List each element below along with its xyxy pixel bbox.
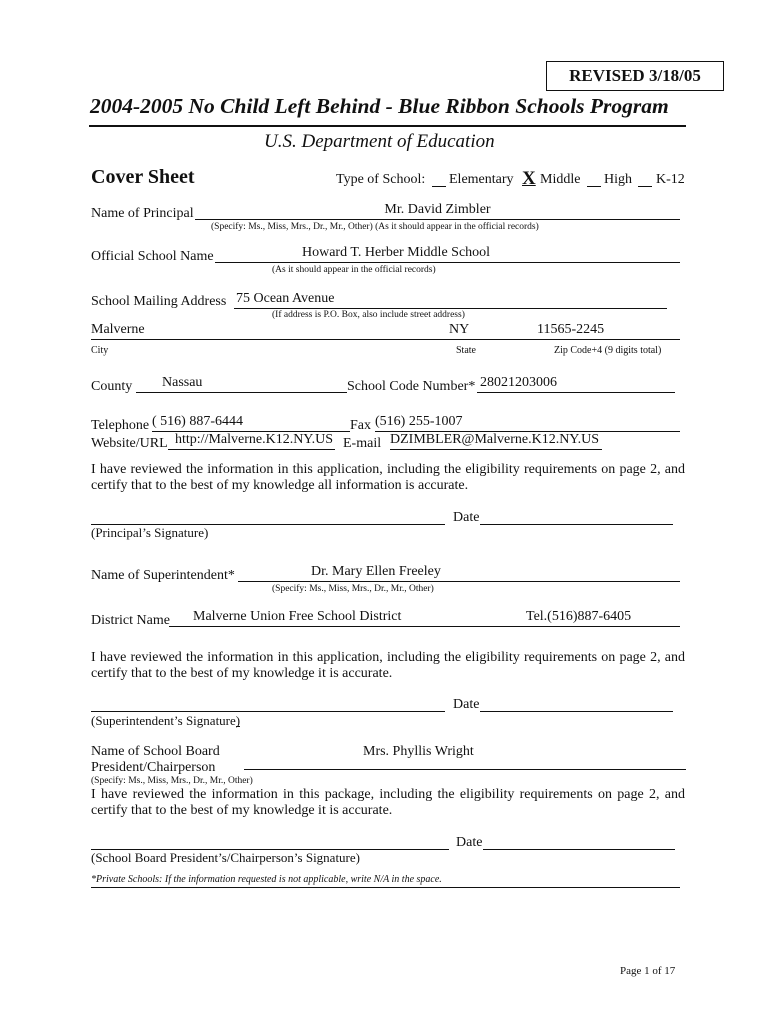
school-name-field[interactable] [215, 245, 680, 263]
address-note: (If address is P.O. Box, also include street address) [272, 310, 465, 320]
district-label: District Name [91, 613, 170, 628]
footnote-rule [91, 887, 680, 888]
district-field[interactable] [169, 609, 680, 627]
cover-sheet-heading: Cover Sheet [91, 166, 195, 188]
high-blank[interactable] [587, 186, 601, 187]
state-label: State [456, 345, 476, 356]
middle-option: Middle [540, 172, 581, 187]
principal-date-label: Date [453, 510, 480, 525]
board-date-line[interactable] [483, 849, 675, 850]
page-number: Page 1 of 17 [620, 965, 676, 977]
principal-signature-label: (Principal’s Signature) [91, 525, 209, 540]
principal-field[interactable] [195, 202, 680, 220]
school-name-value: Howard T. Herber Middle School [302, 245, 491, 260]
superintendent-note: (Specify: Ms., Miss, Mrs., Dr., Mr., Other) [272, 584, 434, 594]
address-field[interactable] [234, 291, 667, 309]
department: U.S. Department of Education [264, 131, 495, 152]
superintendent-date-label: Date [453, 697, 480, 712]
school-name-label: Official School Name [91, 249, 214, 264]
address-label: School Mailing Address [91, 294, 227, 309]
k12-option: K-12 [656, 172, 685, 187]
superintendent-certification: I have reviewed the information in this application, including the eligibility requirements on page 2, and certify that to the best of my knowledge it is accurate. [91, 650, 685, 681]
revised-label: REVISED 3/18/05 [569, 66, 701, 85]
email-label: E-mail [343, 436, 382, 451]
county-field[interactable] [136, 375, 347, 393]
address-value: 75 Ocean Avenue [236, 291, 335, 306]
zip-label: Zip Code+4 (9 digits total) [554, 345, 662, 356]
title-rule [89, 125, 686, 127]
school-name-note: (As it should appear in the official records) [272, 265, 436, 275]
district-value: Malverne Union Free School District [193, 609, 402, 624]
principal-certification: I have reviewed the information in this application, including the eligibility requirements on page 2, and certify that to the best of my knowledge all information is accurate. [91, 462, 685, 493]
elementary-blank[interactable] [432, 186, 446, 187]
board-date-label: Date [456, 835, 483, 850]
board-field-line[interactable] [244, 769, 686, 770]
board-label-line2: President/Chairperson [91, 760, 216, 775]
principal-date-line[interactable] [480, 524, 673, 525]
middle-check-mark[interactable]: X [522, 168, 536, 189]
county-value: Nassau [162, 375, 203, 390]
board-note: (Specify: Ms., Miss, Mrs., Dr., Mr., Other) [91, 776, 253, 786]
telephone-value: ( 516) 887-6444 [152, 414, 243, 429]
superintendent-label: Name of Superintendent* [91, 568, 235, 583]
high-option: High [604, 172, 632, 187]
zip-value: 11565-2245 [537, 322, 605, 337]
email-value: DZIMBLER@Malverne.K12.NY.US [390, 432, 600, 447]
superintendent-date-line[interactable] [480, 711, 673, 712]
board-value: Mrs. Phyllis Wright [363, 744, 474, 759]
school-code-field[interactable] [477, 375, 675, 393]
website-field[interactable] [168, 432, 335, 450]
board-certification: I have reviewed the information in this package, including the eligibility requirements on page 2, and certify that to the best of my knowledge it is accurate. [91, 787, 685, 818]
school-type-label: Type of School: [336, 172, 426, 187]
superintendent-signature-tick [236, 726, 240, 727]
school-code-value: 28021203006 [480, 375, 557, 390]
state-value: NY [449, 322, 470, 337]
board-label-line1: Name of School Board [91, 744, 220, 759]
school-code-label: School Code Number* [347, 379, 476, 394]
email-field[interactable] [390, 432, 602, 450]
superintendent-value: Dr. Mary Ellen Freeley [311, 564, 441, 579]
superintendent-field[interactable] [238, 564, 680, 582]
elementary-option: Elementary [449, 172, 514, 187]
city-label: City [91, 345, 109, 356]
superintendent-signature-line[interactable] [91, 711, 445, 712]
telephone-label: Telephone [91, 418, 150, 433]
city-value: Malverne [91, 322, 145, 337]
county-label: County [91, 379, 133, 394]
city-state-zip-field[interactable] [91, 322, 680, 340]
website-label: Website/URL [91, 436, 168, 451]
page-title: 2004-2005 No Child Left Behind - Blue Ribbon Schools Program [90, 94, 669, 118]
principal-label: Name of Principal [91, 206, 194, 221]
fax-label: Fax [350, 418, 371, 433]
board-signature-label: (School Board President’s/Chairperson’s Signature) [91, 850, 360, 865]
telephone-field[interactable] [152, 414, 350, 432]
principal-note: (Specify: Ms., Miss, Mrs., Dr., Mr., Other) (As it should appear in the official records) [211, 222, 539, 232]
fax-value: (516) 255-1007 [375, 414, 463, 429]
district-tel: Tel.(516)887-6405 [526, 609, 632, 624]
principal-value: Mr. David Zimbler [384, 202, 491, 217]
private-schools-footnote: *Private Schools: If the information requested is not applicable, write N/A in the space. [91, 874, 442, 885]
superintendent-signature-label: (Superintendent’s Signature) [91, 713, 241, 728]
website-value: http://Malverne.K12.NY.US [175, 432, 334, 447]
k12-blank[interactable] [638, 186, 652, 187]
fax-field[interactable] [375, 414, 680, 432]
